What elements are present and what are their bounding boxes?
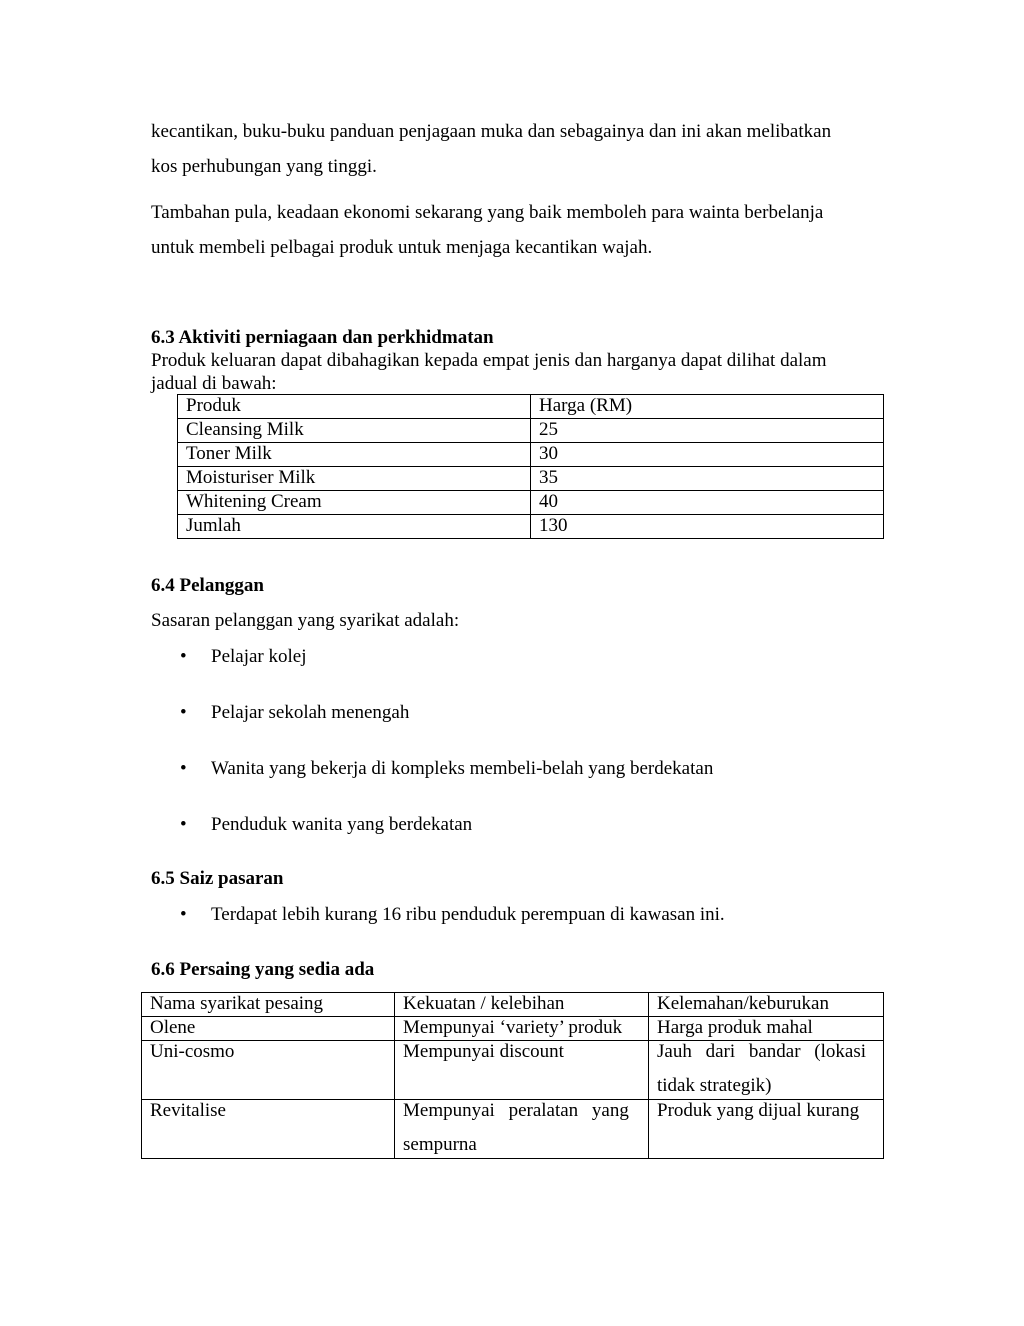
list-item: Pelajar sekolah menengah <box>211 702 410 723</box>
section-heading-6-6: 6.6 Persaing yang sedia ada <box>151 959 375 980</box>
table-row <box>178 443 884 467</box>
table-row <box>142 1041 884 1100</box>
table-header-cell: Kekuatan / kelebihan <box>395 993 649 1017</box>
table-cell: 30 <box>531 443 884 467</box>
list-item: Terdapat lebih kurang 16 ribu penduduk perempuan di kawasan ini. <box>211 904 725 925</box>
list-item: Wanita yang bekerja di kompleks membeli-belah yang berdekatan <box>211 758 714 779</box>
bullet-icon: • <box>180 814 187 835</box>
competitor-weakness-cell: Produk yang dijual kurang <box>649 1100 884 1159</box>
strength-line: Mempunyai peralatan yang <box>403 1100 629 1121</box>
bullet-icon: • <box>180 758 187 779</box>
table-header-cell: Kelemahan/keburukan <box>649 993 884 1017</box>
product-price-table <box>177 394 884 539</box>
table-header-row <box>178 395 884 419</box>
table-cell: 35 <box>531 467 884 491</box>
table-row <box>178 515 884 539</box>
list-item: Penduduk wanita yang berdekatan <box>211 814 473 835</box>
table-row <box>142 1017 884 1041</box>
competitor-strength-cell: Mempunyai ‘variety’ produk <box>395 1017 649 1041</box>
section-heading-6-3: 6.3 Aktiviti perniagaan dan perkhidmatan <box>151 327 494 348</box>
table-cell: Moisturiser Milk <box>178 467 531 491</box>
section-text: jadual di bawah: <box>151 373 277 394</box>
table-header-cell: Nama syarikat pesaing <box>142 993 395 1017</box>
competitor-name-cell: Revitalise <box>142 1100 395 1159</box>
table-header-row <box>142 993 884 1017</box>
competitor-name-cell: Olene <box>142 1017 395 1041</box>
section-text: Sasaran pelanggan yang syarikat adalah: <box>151 610 460 631</box>
weakness-line: tidak strategik) <box>657 1074 772 1096</box>
competitor-strength-cell: Mempunyai discount <box>395 1041 649 1100</box>
weakness-line: Jauh dari bandar (lokasi <box>657 1041 867 1062</box>
table-row <box>178 467 884 491</box>
intro-line: untuk membeli pelbagai produk untuk menjaga kecantikan wajah. <box>151 236 653 258</box>
list-item: Pelajar kolej <box>211 646 307 667</box>
table-row <box>178 419 884 443</box>
bullet-icon: • <box>180 646 187 667</box>
bullet-icon: • <box>180 904 187 925</box>
section-heading-6-4: 6.4 Pelanggan <box>151 575 264 596</box>
table-row <box>178 491 884 515</box>
table-cell: Cleansing Milk <box>178 419 531 443</box>
table-row <box>142 1100 884 1159</box>
table-cell: 130 <box>531 515 884 539</box>
table-header-cell: Produk <box>178 395 531 419</box>
table-cell: 40 <box>531 491 884 515</box>
intro-paragraph-2 <box>151 203 881 259</box>
section-text: Produk keluaran dapat dibahagikan kepada empat jenis dan harganya dapat dilihat dalam <box>151 350 827 371</box>
table-cell: Whitening Cream <box>178 491 531 515</box>
competitor-table <box>141 992 884 1159</box>
table-cell: Toner Milk <box>178 443 531 467</box>
table-cell: Jumlah <box>178 515 531 539</box>
competitor-name-cell: Uni-cosmo <box>142 1041 395 1100</box>
intro-paragraph-1 <box>151 122 881 178</box>
table-cell: 25 <box>531 419 884 443</box>
section-heading-6-5: 6.5 Saiz pasaran <box>151 868 284 889</box>
intro-line: kos perhubungan yang tinggi. <box>151 155 377 177</box>
table-header-cell: Harga (RM) <box>531 395 884 419</box>
competitor-weakness-cell <box>649 1041 884 1100</box>
competitor-weakness-cell: Harga produk mahal <box>649 1017 884 1041</box>
intro-line: Tambahan pula, keadaan ekonomi sekarang yang baik memboleh para wainta berbelanja <box>151 202 824 223</box>
strength-line: sempurna <box>403 1133 477 1155</box>
intro-line: kecantikan, buku-buku panduan penjagaan muka dan sebagainya dan ini akan melibatkan <box>151 121 832 142</box>
competitor-strength-cell <box>395 1100 649 1159</box>
bullet-icon: • <box>180 702 187 723</box>
